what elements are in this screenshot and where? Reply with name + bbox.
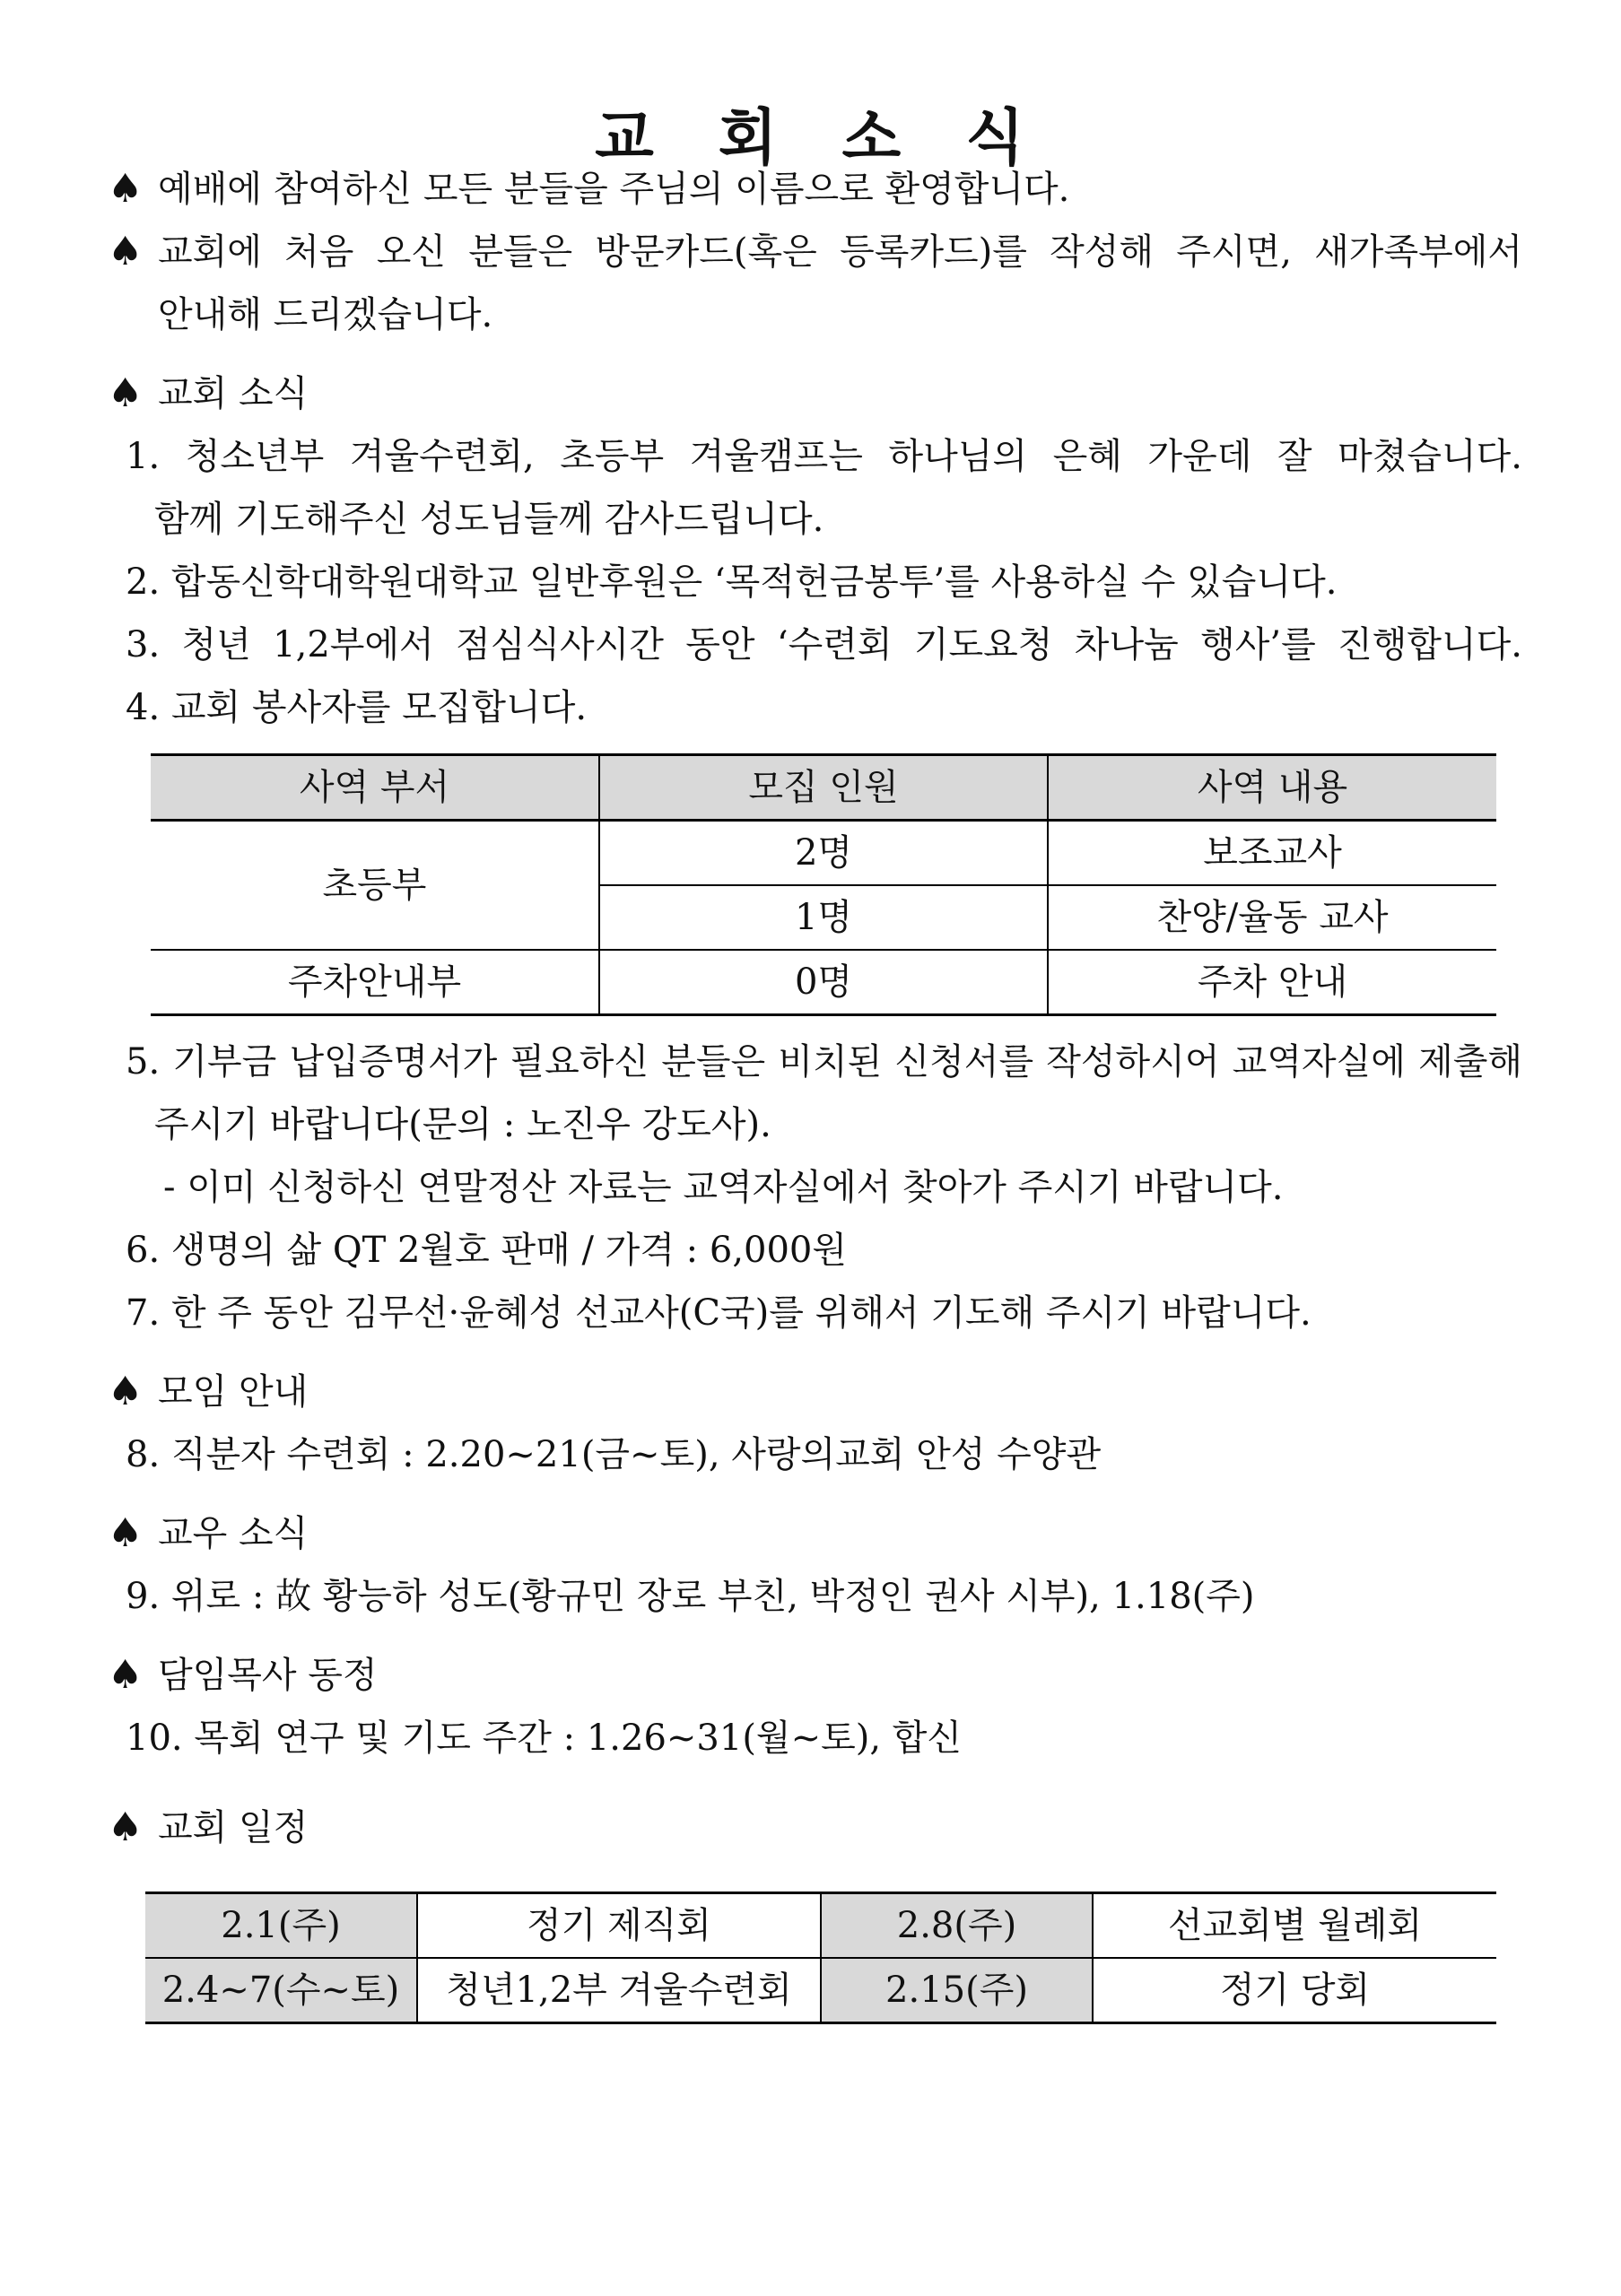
- schedule-date: 2.15(주): [821, 1958, 1093, 2023]
- first-visit-text: 교회에 처음 오신 분들은 방문카드(혹은 등록카드)를 작성해 주시면, 새가족부에서: [158, 231, 1522, 273]
- first-visit-line: [0, 221, 1621, 283]
- section-heading-schedule: [0, 1796, 1621, 1859]
- section-heading-meeting: [0, 1361, 1621, 1423]
- table-cell-count: 2명: [599, 821, 1048, 886]
- schedule-date: 2.1(주): [145, 1893, 417, 1959]
- pastor-item: 10. 목회 연구 및 기도 주간 : 1.26~31(월~토), 합신: [126, 1718, 963, 1759]
- content: [0, 158, 1621, 2024]
- table-cell-count: 1명: [599, 885, 1048, 950]
- schedule-event: 정기 당회: [1093, 1958, 1496, 2023]
- news-item-6: 6. 생명의 삶 QT 2월호 판매 / 가격 : 6,000원: [126, 1230, 848, 1271]
- spade-icon: ♠: [108, 1652, 144, 1698]
- section-heading-pastor: [0, 1644, 1621, 1707]
- spade-icon: ♠: [108, 1805, 144, 1850]
- welcome-text: 예배에 참여하신 모든 분들을 주님의 이름으로 환영합니다.: [158, 169, 1070, 210]
- news-item-7: 7. 한 주 동안 김무선·윤혜성 선교사(C국)를 위해서 기도해 주시기 바랍니다.: [126, 1292, 1312, 1334]
- members-item: 9. 위로 : 故 황능하 성도(황규민 장로 부친, 박정인 권사 시부), 1.18(주): [126, 1576, 1255, 1617]
- first-visit-cont: 안내해 드리겠습니다.: [158, 294, 493, 335]
- section-heading-text: 교회 일정: [158, 1807, 309, 1848]
- spade-icon: ♠: [108, 370, 144, 416]
- table-header: 모집 인원: [599, 755, 1048, 821]
- section-heading-members: [0, 1502, 1621, 1565]
- table-cell-count: 0명: [599, 950, 1048, 1015]
- section-heading-text: 교회 소식: [158, 373, 309, 414]
- title-char: 교: [595, 103, 656, 174]
- title-char: 회: [718, 103, 780, 174]
- table-cell-role: 보조교사: [1048, 821, 1496, 886]
- table-cell-role: 주차 안내: [1048, 950, 1496, 1015]
- news-item-1: 1. 청소년부 겨울수련회, 초등부 겨울캠프는 하나님의 은혜 가운데 잘 마쳤습니다.: [126, 436, 1522, 477]
- spade-icon: ♠: [108, 1510, 144, 1556]
- schedule-event: 선교회별 월례회: [1093, 1893, 1496, 1959]
- table-header: 사역 내용: [1048, 755, 1496, 821]
- news-item-3: 3. 청년 1,2부에서 점심식사시간 동안 ‘수련회 기도요청 차나눔 행사’를 진행합니다.: [126, 624, 1522, 665]
- schedule-event: 정기 제직회: [417, 1893, 821, 1959]
- schedule-date: 2.8(주): [821, 1893, 1093, 1959]
- table-cell-dept: 주차안내부: [151, 950, 599, 1015]
- section-heading-text: 모임 안내: [158, 1371, 309, 1413]
- spade-icon: ♠: [108, 166, 144, 212]
- meeting-item: 8. 직분자 수련회 : 2.20~21(금~토), 사랑의교회 안성 수양관: [126, 1434, 1102, 1475]
- spade-icon: ♠: [108, 1369, 144, 1414]
- section-heading-news: [0, 362, 1621, 425]
- news-item-2: 2. 합동신학대학원대학교 일반후원은 ‘목적헌금봉투’를 사용하실 수 있습니다.: [126, 561, 1338, 603]
- news-item-5-note: - 이미 신청하신 연말정산 자료는 교역자실에서 찾아가 주시기 바랍니다.: [163, 1167, 1284, 1208]
- title-char: 소: [841, 103, 903, 174]
- table-cell-dept: 초등부: [151, 821, 599, 951]
- schedule-table: [145, 1892, 1496, 2024]
- news-item-5: 5. 기부금 납입증명서가 필요하신 분들은 비치된 신청서를 작성하시어 교역자실에 제출해: [126, 1041, 1522, 1083]
- news-item-5-cont: 주시기 바랍니다(문의 : 노진우 강도사).: [154, 1104, 771, 1145]
- table-header: 사역 부서: [151, 755, 599, 821]
- news-item-4: 4. 교회 봉사자를 모집합니다.: [126, 687, 588, 728]
- title-char: 식: [965, 103, 1026, 174]
- section-heading-text: 담임목사 동정: [158, 1655, 378, 1696]
- recruit-table: [151, 753, 1496, 1016]
- schedule-date: 2.4~7(수~토): [145, 1958, 417, 2023]
- schedule-event: 청년1,2부 겨울수련회: [417, 1958, 821, 2023]
- section-heading-text: 교우 소식: [158, 1513, 309, 1554]
- news-item-1-cont: 함께 기도해주신 성도님들께 감사드립니다.: [154, 499, 824, 540]
- welcome-line: [0, 158, 1621, 221]
- table-cell-role: 찬양/율동 교사: [1048, 885, 1496, 950]
- spade-icon: ♠: [108, 229, 144, 274]
